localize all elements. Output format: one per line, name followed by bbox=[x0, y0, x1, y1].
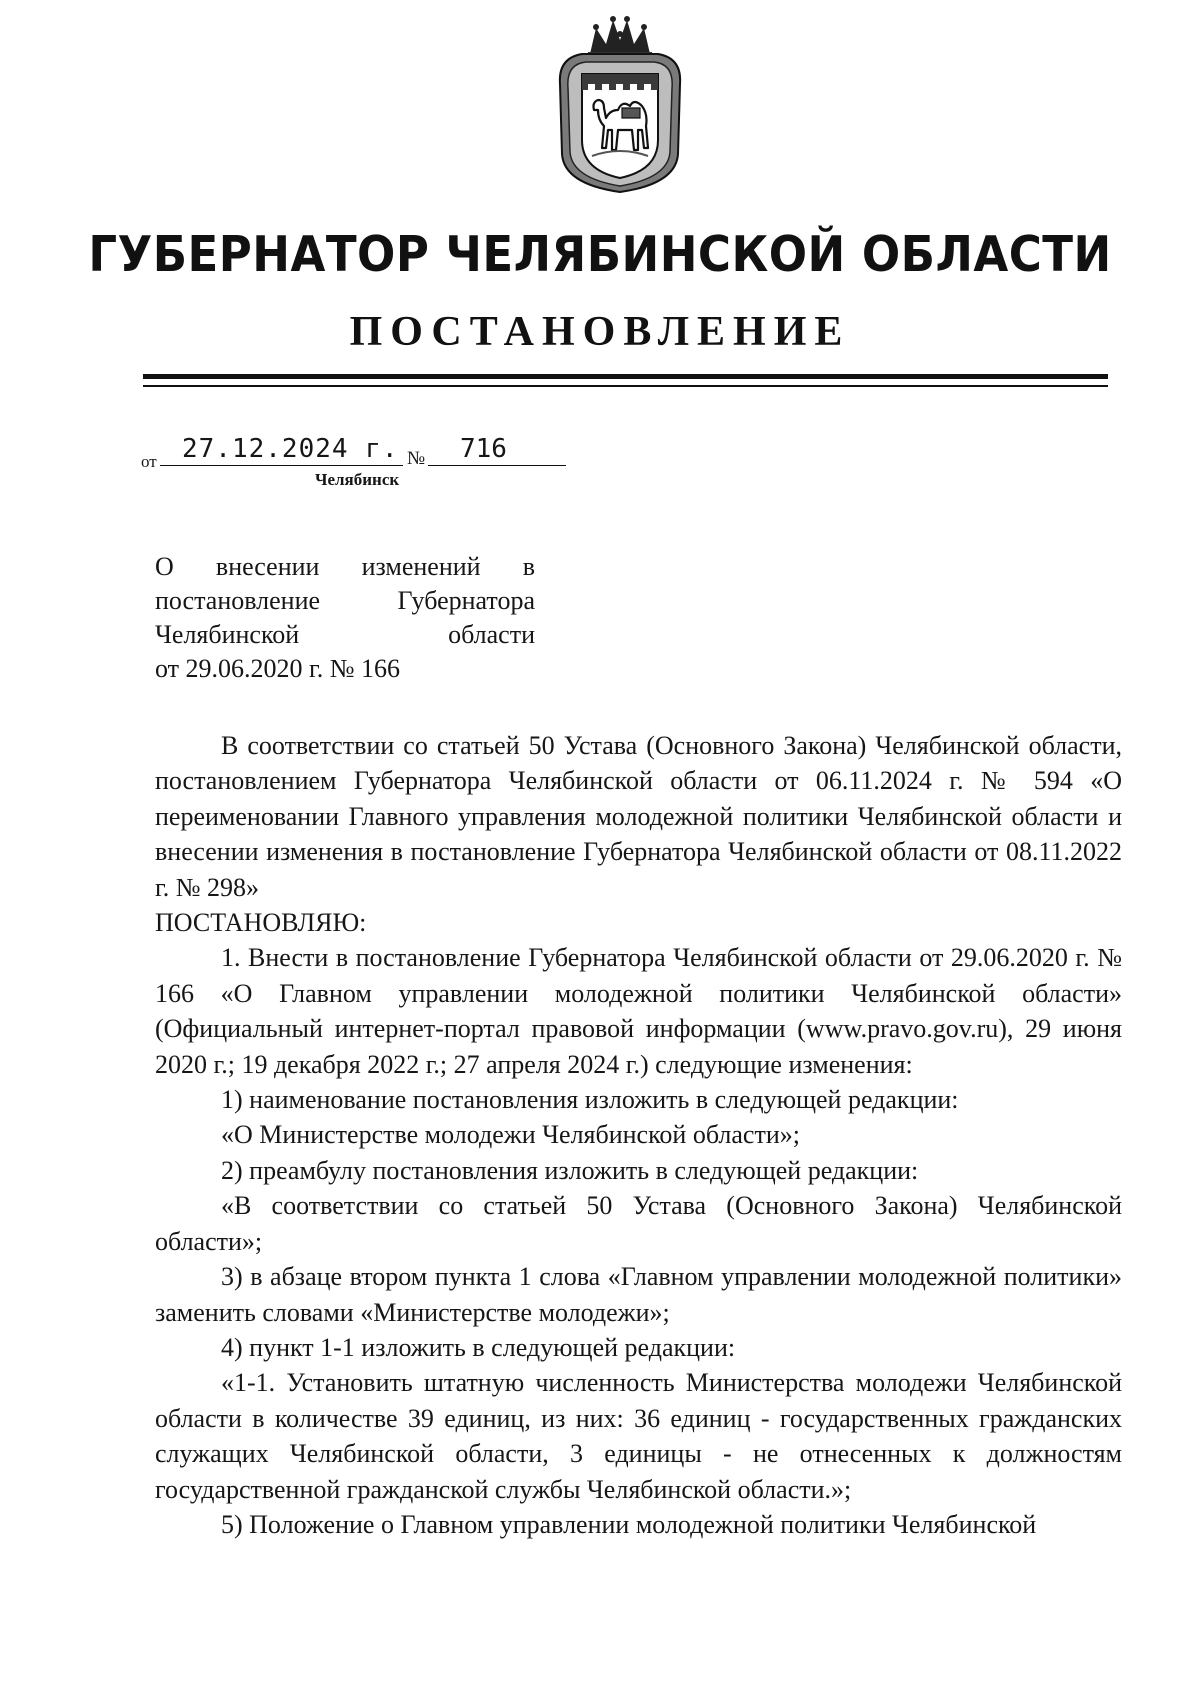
document-type-title: ПОСТАНОВЛЕНИЕ bbox=[349, 309, 851, 355]
document-number: 716 bbox=[460, 434, 507, 464]
subitem-4: 4) пункт 1-1 изложить в следующей редакции: bbox=[221, 1332, 736, 1362]
subitem-1-text: «О Министерстве молодежи Челябинской области»; bbox=[221, 1120, 800, 1150]
item-1-paragraph: 1. Внести в постановление Губернатора Челябинской области от 29.06.2020 г. № 166 «О Главном управлении молодежной политики Челябинской области» (Официальный интернет-портал правовой информации (www.pravo.gov.ru), 29 июня 2020 г.; 19 декабря 2022 г.; 27 апреля 2024 г.) следующие изменения: bbox=[155, 943, 1122, 1079]
header-divider-thin bbox=[143, 385, 1108, 387]
header-divider-thick bbox=[143, 374, 1108, 379]
date-underline bbox=[160, 465, 403, 466]
subitem-4-text: «1-1. Установить штатную численность Министерства молодежи Челябинской области в количестве 39 единиц, из них: 36 единиц - государственных гражданских служащих Челябинской области, 3 единицы - не отнесенных к должностям государственной гражданской службы Челябинской области.»; bbox=[155, 1368, 1122, 1504]
subject-line: О внесении изменений в bbox=[155, 552, 535, 581]
subject-line: Челябинской области bbox=[155, 620, 535, 649]
document-subject bbox=[155, 550, 535, 686]
subitem-2: 2) преамбулу постановления изложить в следующей редакции: bbox=[221, 1155, 919, 1185]
number-underline bbox=[428, 465, 566, 466]
issuing-authority-title: ГУБЕРНАТОР ЧЕЛЯБИНСКОЙ ОБЛАСТИ bbox=[88, 226, 1112, 283]
preamble-paragraph: В соответствии со статьей 50 Устава (Основного Закона) Челябинской области, постановлением Губернатора Челябинской области от 06.11.2024 г. № 594 «О переименовании Главного управления молодежной политики Челябинской области и внесении изменения в постановление Губернатора Челябинской области от 08.11.2022 г. № 298» bbox=[155, 731, 1122, 902]
document-body bbox=[155, 728, 1122, 1542]
decree-word: ПОСТАНОВЛЯЮ: bbox=[155, 908, 367, 938]
subitem-1: 1) наименование постановления изложить в следующей редакции: bbox=[221, 1085, 959, 1115]
date-prefix: от bbox=[141, 452, 157, 471]
subitem-5: 5) Положение о Главном управлении молодежной политики Челябинской bbox=[221, 1509, 1037, 1539]
subject-line: от 29.06.2020 г. № 166 bbox=[155, 654, 401, 683]
chelyabinsk-coat-of-arms-icon bbox=[552, 14, 688, 196]
document-city: Челябинск bbox=[315, 470, 400, 489]
subitem-3: 3) в абзаце втором пункта 1 слова «Главном управлении молодежной политики» заменить словами «Министерстве молодежи»; bbox=[155, 1262, 1122, 1327]
subject-line: постановление Губернатора bbox=[155, 586, 535, 615]
document-date: 27.12.2024 г. bbox=[182, 434, 399, 464]
subitem-2-text: «В соответствии со статьей 50 Устава (Основного Закона) Челябинской области»; bbox=[155, 1191, 1122, 1256]
number-prefix: № bbox=[407, 448, 426, 469]
